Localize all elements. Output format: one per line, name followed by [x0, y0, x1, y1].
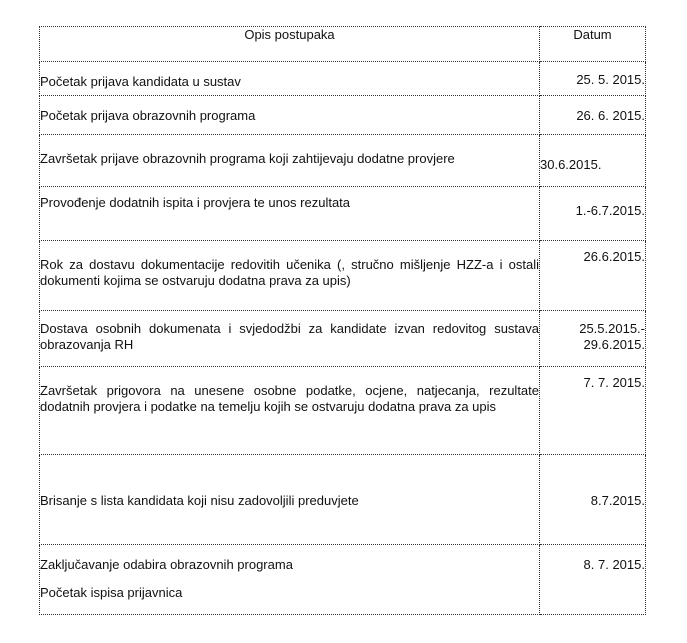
table-row — [40, 241, 646, 311]
table-row — [40, 187, 646, 241]
row-date: 25. 5. 2015. — [540, 62, 646, 96]
row-description-line: Početak ispisa prijavnica — [40, 585, 183, 600]
header-description: Opis postupaka — [40, 27, 540, 62]
table-row — [40, 135, 646, 187]
row-description — [40, 241, 540, 311]
row-date: 7. 7. 2015. — [540, 367, 646, 455]
row-description — [40, 367, 540, 455]
row-description-line: Dostava osobnih dokumenata i svjedodžbi za kandidate izvan redovitog sustava — [40, 321, 539, 336]
row-description-line: obrazovanja RH — [40, 337, 134, 352]
row-date: 26.6.2015. — [540, 241, 646, 311]
line-gap — [40, 573, 539, 585]
row-description-line: Završetak prigovora na unesene osobne podatke, ocjene, natjecanja, rezultate — [40, 383, 539, 398]
schedule-table — [39, 26, 646, 615]
row-date-line: 29.6.2015. — [583, 337, 645, 352]
row-date: 8.7.2015. — [540, 455, 646, 545]
row-description: Provođenje dodatnih ispita i provjera te unos rezultata — [40, 187, 540, 241]
row-description — [40, 311, 540, 367]
table-row — [40, 62, 646, 96]
table-row — [40, 96, 646, 135]
row-date — [540, 311, 646, 367]
header-date: Datum — [540, 27, 646, 62]
row-date: 8. 7. 2015. — [540, 545, 646, 615]
table-row — [40, 367, 646, 455]
row-description: Završetak prijave obrazovnih programa koji zahtijevaju dodatne provjere — [40, 135, 540, 187]
table-row — [40, 545, 646, 615]
row-description-line: Rok za dostavu dokumentacije redovitih učenika (, stručno mišljenje HZZ-a i ostali — [40, 257, 539, 272]
table-row — [40, 455, 646, 545]
row-description-line: dodatnih provjera i podatke na temelju kojih se ostvaruju dodatna prava za upis — [40, 399, 497, 414]
table-header-row — [40, 27, 646, 62]
row-description — [40, 545, 540, 615]
row-description: Početak prijava kandidata u sustav — [40, 62, 540, 96]
row-description-line: Zaključavanje odabira obrazovnih programa — [40, 557, 293, 572]
row-description-line: dokumenti kojima se ostvaruju dodatna prava za upis) — [40, 273, 351, 288]
row-date: 1.-6.7.2015. — [540, 187, 646, 241]
table-row — [40, 311, 646, 367]
row-date: 30.6.2015. — [540, 135, 646, 187]
row-description: Početak prijava obrazovnih programa — [40, 96, 540, 135]
row-date-line: 25.5.2015.- — [579, 321, 645, 336]
row-date: 26. 6. 2015. — [540, 96, 646, 135]
row-description: Brisanje s lista kandidata koji nisu zadovoljili preduvjete — [40, 455, 540, 545]
